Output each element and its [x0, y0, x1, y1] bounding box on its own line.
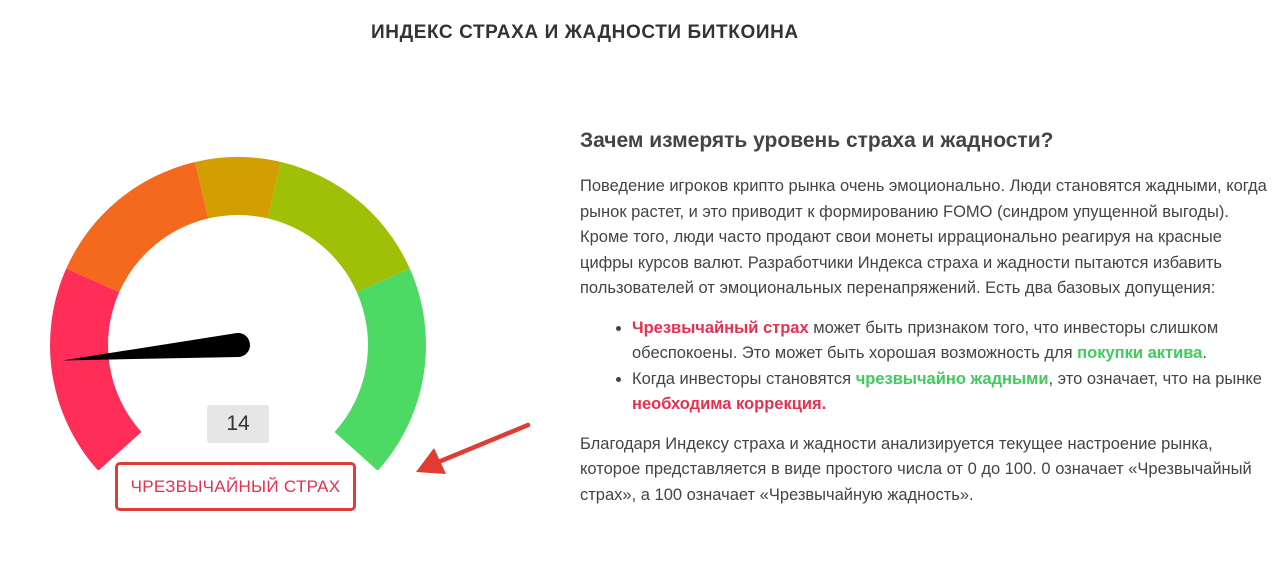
- status-label-box: [115, 462, 356, 511]
- list-item: [632, 367, 1270, 418]
- gauge-segment-fear: [66, 162, 208, 292]
- list-item: [632, 316, 1270, 367]
- list-item-text: .: [1202, 344, 1207, 362]
- article: [580, 126, 1270, 508]
- assumptions-list: [580, 316, 1270, 418]
- article-heading: Зачем измерять уровень страха и жадности?: [580, 129, 1054, 152]
- list-item-text: , это означает, что на рынке: [1048, 369, 1262, 388]
- list-item-text: Когда инвесторы становятся: [632, 369, 856, 388]
- gauge-segment-greed: [268, 162, 410, 292]
- status-label: ЧРЕЗВЫЧАЙНЫЙ СТРАХ: [130, 476, 341, 496]
- article-intro: Поведение игроков крипто рынка очень эмоционально. Люди становятся жадными, когда рынок растет, и это приводит к формированию FOMO (синдром упущенной выгоды). Кроме того, люди часто продают свои монеты иррационально реагируя на красные цифры курсов валют. Разработчики Индекса страха и жадности пытаются избавить пользователей от эмоциональных перенапряжений. Есть два базовых допущения:: [580, 177, 1267, 297]
- gauge-segment-neutral: [195, 157, 281, 218]
- highlight-buy-asset: покупки актива: [1077, 344, 1203, 362]
- highlight-extreme-fear: Чрезвычайный страх: [632, 318, 809, 337]
- highlight-correction-needed: необходима коррекция.: [632, 395, 827, 413]
- article-outro: Благодаря Индексу страха и жадности анализируется текущее настроение рынка, которое представляется в виде простого числа от 0 до 100. 0 означает «Чрезвычайный страх», а 100 означает «Чрезвычайную жадность».: [580, 434, 1252, 504]
- red-arrow-icon: [410, 418, 535, 478]
- index-value-badge: 14: [207, 405, 269, 443]
- list-item-text: может быть признаком того, что инвесторы слишком обеспокоены. Это может быть хорошая возможность для: [632, 318, 1219, 362]
- highlight-extremely-greedy: чрезвычайно жадными: [855, 369, 1049, 388]
- page-title: ИНДЕКС СТРАХА И ЖАДНОСТИ БИТКОИНА: [371, 22, 799, 43]
- gauge-segment-extreme-fear: [50, 269, 141, 470]
